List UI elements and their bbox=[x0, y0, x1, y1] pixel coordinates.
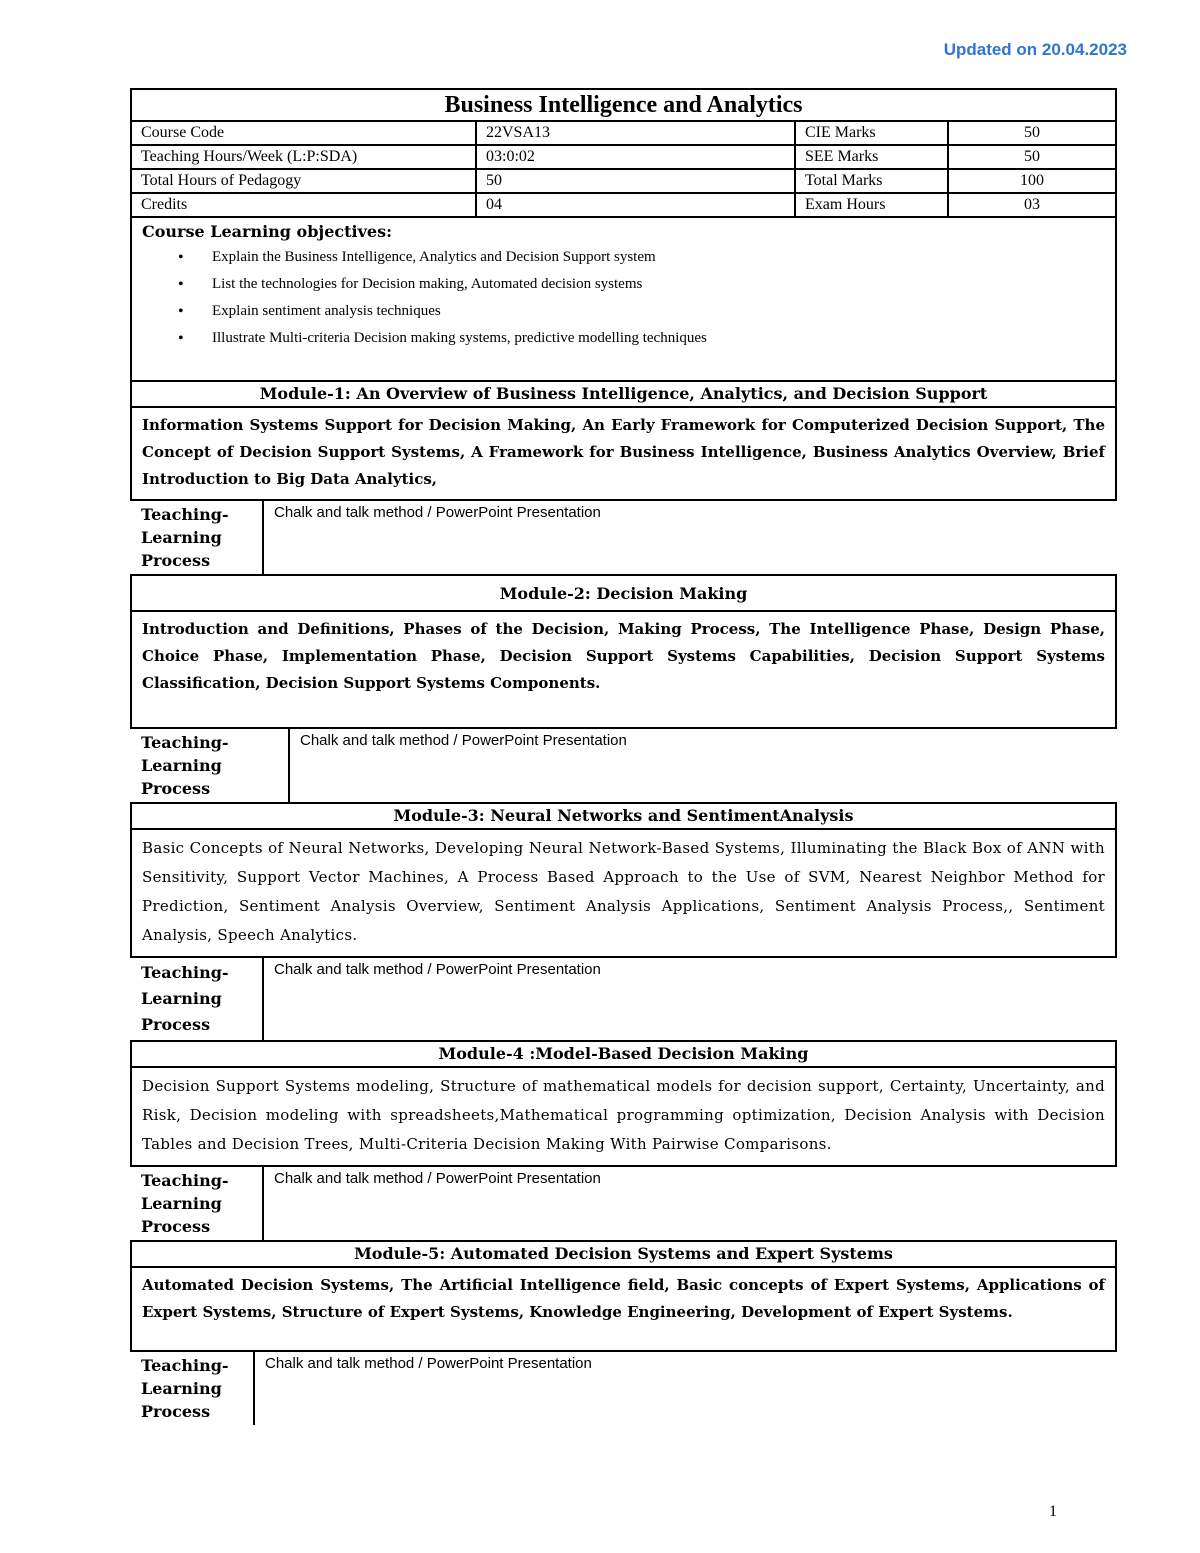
info-row bbox=[131, 145, 1116, 169]
info-label: Teaching Hours/Week (L:P:SDA) bbox=[131, 145, 476, 169]
updated-date: Updated on 20.04.2023 bbox=[943, 40, 1127, 59]
info-value: 100 bbox=[948, 169, 1116, 193]
module-4-tlp bbox=[131, 1166, 1116, 1241]
objectives-heading: Course Learning objectives: bbox=[142, 222, 392, 241]
tlp-value: Chalk and talk method / PowerPoint Presentation bbox=[274, 961, 601, 978]
info-label: SEE Marks bbox=[795, 145, 948, 169]
module-2-content: Introduction and Definitions, Phases of the Decision, Making Process, The Intelligence Phase, Design Phase, Choice Phase, Implementation Phase, Decision Support Systems Capabilities, Decision Support Systems Classification, Decision Support Systems Components. bbox=[131, 611, 1116, 728]
tlp-label: Teaching-Learning Process bbox=[131, 501, 263, 574]
objective-item: • Explain sentiment analysis techniques bbox=[212, 298, 1105, 325]
info-value: 50 bbox=[476, 169, 795, 193]
info-label: Total Marks bbox=[795, 169, 948, 193]
info-value: 50 bbox=[948, 145, 1116, 169]
tlp-label: Teaching-Learning Process bbox=[131, 729, 289, 802]
tlp-value: Chalk and talk method / PowerPoint Presentation bbox=[300, 732, 627, 749]
info-label: Credits bbox=[131, 193, 476, 217]
module-3-tlp bbox=[131, 957, 1116, 1041]
info-label: CIE Marks bbox=[795, 121, 948, 145]
module-3-content: Basic Concepts of Neural Networks, Developing Neural Network-Based Systems, Illuminating the Black Box of ANN with Sensitivity, Support Vector Machines, A Process Based Approach to the Use of SVM, Nearest Neighbor Method for Prediction, Sentiment Analysis Overview, Sentiment Analysis Applications, Sentiment Analysis Process,, Sentiment Analysis, Speech Analytics. bbox=[131, 829, 1116, 957]
module-1-content: Information Systems Support for Decision Making, An Early Framework for Computerized Decision Support, The Concept of Decision Support Systems, A Framework for Business Intelligence, Business Analytics Overview, Brief Introduction to Big Data Analytics, bbox=[131, 407, 1116, 500]
info-row bbox=[131, 121, 1116, 145]
tlp-label: Teaching-Learning Process bbox=[131, 958, 263, 1040]
info-label: Exam Hours bbox=[795, 193, 948, 217]
info-value: 04 bbox=[476, 193, 795, 217]
module-2-title: Module-2: Decision Making bbox=[131, 575, 1116, 611]
tlp-label: Teaching-Learning Process bbox=[131, 1352, 254, 1425]
info-value: 22VSA13 bbox=[476, 121, 795, 145]
tlp-value: Chalk and talk method / PowerPoint Presentation bbox=[274, 1170, 601, 1187]
info-row bbox=[131, 169, 1116, 193]
module-1-tlp bbox=[131, 500, 1116, 575]
module-2-tlp bbox=[131, 728, 1116, 803]
module-3-title: Module-3: Neural Networks and SentimentAnalysis bbox=[131, 803, 1116, 829]
objective-item: • Illustrate Multi-criteria Decision making systems, predictive modelling techniques bbox=[212, 325, 1105, 352]
info-value: 03 bbox=[948, 193, 1116, 217]
objectives-list bbox=[142, 244, 1105, 352]
module-5-tlp bbox=[131, 1351, 1116, 1425]
tlp-value: Chalk and talk method / PowerPoint Presentation bbox=[265, 1355, 592, 1372]
objective-item: • Explain the Business Intelligence, Analytics and Decision Support system bbox=[212, 244, 1105, 271]
syllabus-table bbox=[130, 88, 1117, 1425]
module-5-title: Module-5: Automated Decision Systems and Expert Systems bbox=[131, 1241, 1116, 1267]
info-row bbox=[131, 193, 1116, 217]
module-4-title: Module-4 :Model-Based Decision Making bbox=[131, 1041, 1116, 1067]
syllabus-table-wrapper bbox=[130, 88, 1115, 1425]
course-title: Business Intelligence and Analytics bbox=[131, 89, 1116, 121]
module-1-title: Module-1: An Overview of Business Intelligence, Analytics, and Decision Support bbox=[131, 381, 1116, 407]
objective-item: • List the technologies for Decision making, Automated decision systems bbox=[212, 271, 1105, 298]
info-label: Total Hours of Pedagogy bbox=[131, 169, 476, 193]
module-4-content: Decision Support Systems modeling, Structure of mathematical models for decision support, Certainty, Uncertainty, and Risk, Decision modeling with spreadsheets,Mathematical programming optimization, Decision Analysis with Decision Tables and Decision Trees, Multi-Criteria Decision Making With Pairwise Comparisons. bbox=[131, 1067, 1116, 1166]
tlp-value: Chalk and talk method / PowerPoint Presentation bbox=[274, 504, 601, 521]
info-label: Course Code bbox=[131, 121, 476, 145]
objectives-section bbox=[131, 217, 1116, 381]
page-number: 1 bbox=[1049, 1503, 1057, 1520]
info-value: 03:0:02 bbox=[476, 145, 795, 169]
info-value: 50 bbox=[948, 121, 1116, 145]
tlp-label: Teaching-Learning Process bbox=[131, 1167, 263, 1240]
module-5-content: Automated Decision Systems, The Artificial Intelligence field, Basic concepts of Expert Systems, Applications of Expert Systems, Structure of Expert Systems, Knowledge Engineering, Development of Expert Systems. bbox=[131, 1267, 1116, 1351]
